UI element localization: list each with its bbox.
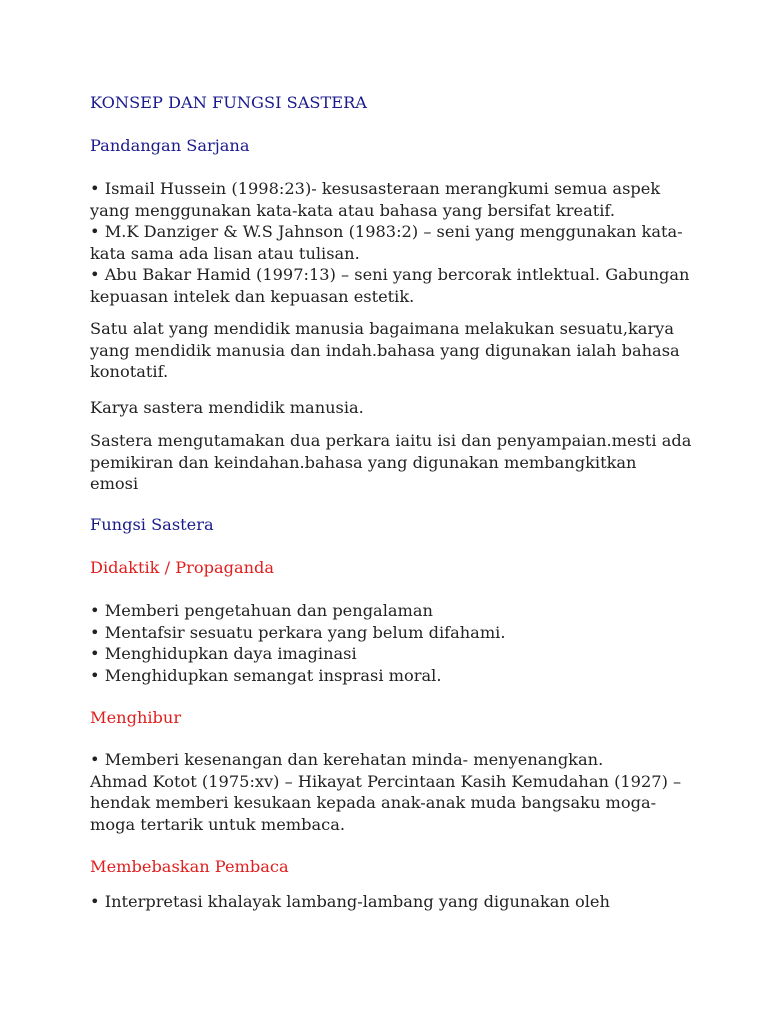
list-line: moga tertarik untuk membaca. xyxy=(90,814,345,834)
list-line: • Memberi pengetahuan dan pengalaman xyxy=(90,601,433,620)
paragraph-line: konotatif. xyxy=(90,362,169,381)
list-line: • Mentafsir sesuatu perkara yang belum difahami. xyxy=(90,622,506,642)
paragraph-line: pemikiran dan keindahan.bahasa yang digunakan membangkitkan xyxy=(90,452,637,472)
list-line: • Menghidupkan daya imaginasi xyxy=(90,644,357,663)
list-line: Ahmad Kotot (1975:xv) – Hikayat Percintaan Kasih Kemudahan (1927) – xyxy=(90,771,682,791)
paragraph-line: Satu alat yang mendidik manusia bagaimana melakukan sesuatu,karya xyxy=(90,319,674,338)
section-heading-pandangan-sarjana: Pandangan Sarjana xyxy=(90,136,250,155)
membebaskan-list xyxy=(90,891,610,913)
menghibur-list xyxy=(90,749,681,835)
subheading-menghibur: Menghibur xyxy=(90,708,182,727)
list-line: • M.K Danziger & W.S Jahnson (1983:2) – seni yang menggunakan kata- xyxy=(90,222,683,241)
paragraph-karya-sastera: Karya sastera mendidik manusia. xyxy=(90,398,364,417)
list-line: • Memberi kesenangan dan kerehatan minda- menyenangkan. xyxy=(90,750,604,769)
scholar-views-list xyxy=(90,178,689,307)
didaktik-list xyxy=(90,600,506,686)
subheading-membebaskan-pembaca: Membebaskan Pembaca xyxy=(90,857,289,876)
list-line: hendak memberi kesukaan kepada anak-anak muda bangsaku moga- xyxy=(90,793,657,812)
paragraph-sastera-mengutamakan xyxy=(90,430,691,495)
list-line: kata sama ada lisan atau tulisan. xyxy=(90,243,360,263)
paragraph-line: Sastera mengutamakan dua perkara iaitu isi dan penyampaian.mesti ada xyxy=(90,431,692,450)
paragraph-alat-mendidik xyxy=(90,318,680,383)
list-line: • Interpretasi khalayak lambang-lambang yang digunakan oleh xyxy=(90,892,610,911)
paragraph-line: emosi xyxy=(90,474,139,493)
document-title: KONSEP DAN FUNGSI SASTERA xyxy=(90,93,367,112)
list-line: yang menggunakan kata-kata atau bahasa yang bersifat kreatif. xyxy=(90,200,615,220)
paragraph-line: yang mendidik manusia dan indah.bahasa yang digunakan ialah bahasa xyxy=(90,340,680,360)
subheading-didaktik: Didaktik / Propaganda xyxy=(90,558,275,577)
list-line: kepuasan intelek dan kepuasan estetik. xyxy=(90,286,415,306)
section-heading-fungsi-sastera: Fungsi Sastera xyxy=(90,515,214,534)
list-line: • Abu Bakar Hamid (1997:13) – seni yang bercorak intlektual. Gabungan xyxy=(90,265,690,284)
list-line: • Ismail Hussein (1998:23)- kesusasteraan merangkumi semua aspek xyxy=(90,179,661,198)
list-line: • Menghidupkan semangat insprasi moral. xyxy=(90,665,442,685)
